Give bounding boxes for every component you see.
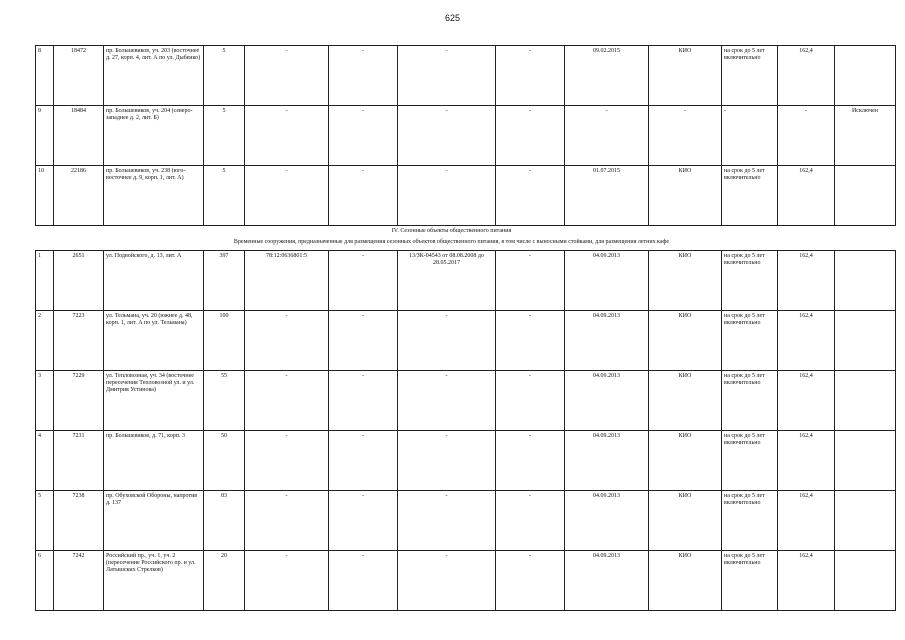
- section-subheading: Временные сооружения, предназначенные для размещения сезонных объектов общественного питания, в том числе с выносными стойками, для размещения летних кафе: [233, 239, 670, 245]
- table-cell: 5: [204, 46, 245, 106]
- table-row: [36, 371, 896, 431]
- table-cell: -: [778, 106, 835, 166]
- table-cell: на срок до 5 лет включительно: [722, 166, 778, 226]
- table-cell: 04.09.2013: [565, 311, 649, 371]
- table-cell: -: [245, 371, 329, 431]
- table-row: [36, 551, 896, 611]
- table-cell: -: [329, 251, 398, 311]
- table-cell: пр. Большевиков, д. 71, корп. 3: [104, 431, 204, 491]
- table-cell: -: [245, 46, 329, 106]
- table-cell: -: [398, 371, 496, 431]
- table-top: [35, 45, 896, 226]
- table-cell: пр. Обуховской Обороны, напротив д. 137: [104, 491, 204, 551]
- table-cell: КИО: [649, 46, 722, 106]
- table-cell: [835, 431, 896, 491]
- table-cell: 20: [204, 551, 245, 611]
- table-cell: -: [329, 371, 398, 431]
- table-cell: 5: [204, 106, 245, 166]
- table-cell: 100: [204, 311, 245, 371]
- table-cell: КИО: [649, 166, 722, 226]
- table-cell: на срок до 5 лет включительно: [722, 311, 778, 371]
- table-cell: 6: [36, 551, 54, 611]
- table-cell: КИО: [649, 491, 722, 551]
- table-cell: ул. Тепловозная, уч. 34 (восточнее пересечения Тепловозной ул. и ул. Дмитрия Устинова): [104, 371, 204, 431]
- table-cell: 04.09.2013: [565, 371, 649, 431]
- table-cell: -: [496, 251, 565, 311]
- table-cell: 397: [204, 251, 245, 311]
- table-bottom: [35, 250, 896, 611]
- table-cell: 162,4: [778, 166, 835, 226]
- table-cell: -: [496, 46, 565, 106]
- table-row: [36, 46, 896, 106]
- table-cell: -: [398, 491, 496, 551]
- table-cell: -: [496, 371, 565, 431]
- table-row: [36, 311, 896, 371]
- table-cell: пр. Большевиков, уч. 238 (юго-восточнее д. 9, корп. 1, лит. А): [104, 166, 204, 226]
- table-cell: -: [398, 106, 496, 166]
- table-cell: 04.09.2013: [565, 551, 649, 611]
- table-cell: 4: [36, 431, 54, 491]
- table-cell: -: [245, 491, 329, 551]
- table-cell: -: [496, 311, 565, 371]
- table-row: [36, 166, 896, 226]
- table-cell: 5: [204, 166, 245, 226]
- table-cell: 2651: [54, 251, 104, 311]
- table-cell: 1: [36, 251, 54, 311]
- table-cell: ул. Тельмана, уч. 20 (южнее д. 48, корп. 1, лит. А по ул. Тельмана): [104, 311, 204, 371]
- table-cell: -: [329, 491, 398, 551]
- table-cell: [835, 251, 896, 311]
- table-cell: -: [329, 311, 398, 371]
- table-cell: [835, 551, 896, 611]
- table-cell: 13/ЗК-04543 от 08.08.2008 до 28.05.2017: [398, 251, 496, 311]
- table-cell: -: [398, 311, 496, 371]
- table-cell: 04.09.2013: [565, 431, 649, 491]
- table-cell: 3: [36, 371, 54, 431]
- table-cell: -: [398, 46, 496, 106]
- table-cell: 50: [204, 431, 245, 491]
- page-number: 625: [444, 13, 461, 23]
- table-cell: -: [245, 551, 329, 611]
- table-cell: -: [496, 551, 565, 611]
- table-cell: 55: [204, 371, 245, 431]
- table-cell: на срок до 5 лет включительно: [722, 491, 778, 551]
- table-cell: 83: [204, 491, 245, 551]
- table-cell: -: [329, 551, 398, 611]
- table-cell: -: [398, 166, 496, 226]
- table-cell: 5: [36, 491, 54, 551]
- table-cell: 162,4: [778, 46, 835, 106]
- table-cell: 2: [36, 311, 54, 371]
- table-cell: Исключен: [835, 106, 896, 166]
- table-cell: КИО: [649, 551, 722, 611]
- table-cell: 18484: [54, 106, 104, 166]
- table-cell: на срок до 5 лет включительно: [722, 431, 778, 491]
- table-row: [36, 431, 896, 491]
- table-cell: КИО: [649, 431, 722, 491]
- table-cell: ул. Подвойского, д. 13, лит. А: [104, 251, 204, 311]
- table-cell: -: [496, 491, 565, 551]
- table-cell: 162,4: [778, 311, 835, 371]
- table-cell: 78:12:0636801:5: [245, 251, 329, 311]
- table-cell: на срок до 5 лет включительно: [722, 251, 778, 311]
- table-row: [36, 251, 896, 311]
- table-cell: -: [245, 311, 329, 371]
- table-cell: на срок до 5 лет включительно: [722, 371, 778, 431]
- table-cell: Российский пр., уч. 1, уч. 2 (пересечение Российского пр. и ул. Латышских Стрелков): [104, 551, 204, 611]
- table-cell: КИО: [649, 251, 722, 311]
- table-cell: [835, 166, 896, 226]
- table-cell: -: [329, 166, 398, 226]
- section-heading: IV. Сезонные объекты общественного питания: [391, 228, 512, 234]
- table-cell: [835, 371, 896, 431]
- table-cell: 09.02.2015: [565, 46, 649, 106]
- table-cell: 162,4: [778, 431, 835, 491]
- table-cell: пр. Большевиков, уч. 204 (северо-западнее д. 2, лит. Б): [104, 106, 204, 166]
- table-cell: -: [245, 431, 329, 491]
- table-cell: 162,4: [778, 371, 835, 431]
- table-cell: -: [398, 431, 496, 491]
- table-cell: пр. Большевиков, уч. 203 (восточнее д. 27, корп. 4, лит. А по ул. Дыбенко): [104, 46, 204, 106]
- table-cell: -: [496, 106, 565, 166]
- table-cell: на срок до 5 лет включительно: [722, 46, 778, 106]
- table-cell: КИО: [649, 371, 722, 431]
- table-row: [36, 106, 896, 166]
- table-cell: 162,4: [778, 551, 835, 611]
- table-cell: -: [496, 431, 565, 491]
- table-cell: 22186: [54, 166, 104, 226]
- table-cell: -: [245, 166, 329, 226]
- table-cell: -: [329, 106, 398, 166]
- table-cell: [835, 311, 896, 371]
- table-cell: 04.09.2013: [565, 491, 649, 551]
- table-cell: 9: [36, 106, 54, 166]
- table-cell: -: [496, 166, 565, 226]
- table-cell: -: [329, 431, 398, 491]
- table-cell: -: [245, 106, 329, 166]
- table-cell: 01.07.2015: [565, 166, 649, 226]
- table-cell: 162,4: [778, 251, 835, 311]
- table-cell: -: [565, 106, 649, 166]
- table-cell: 162,4: [778, 491, 835, 551]
- table-cell: 8: [36, 46, 54, 106]
- table-cell: 7223: [54, 311, 104, 371]
- table-cell: -: [649, 106, 722, 166]
- table-cell: КИО: [649, 311, 722, 371]
- table-cell: 7229: [54, 371, 104, 431]
- table-cell: [835, 46, 896, 106]
- table-cell: на срок до 5 лет включительно: [722, 551, 778, 611]
- table-cell: 04.09.2013: [565, 251, 649, 311]
- table-row: [36, 491, 896, 551]
- table-cell: 10: [36, 166, 54, 226]
- table-cell: -: [722, 106, 778, 166]
- table-cell: 7242: [54, 551, 104, 611]
- table-cell: [835, 491, 896, 551]
- table-cell: -: [329, 46, 398, 106]
- table-cell: 7238: [54, 491, 104, 551]
- table-cell: -: [398, 551, 496, 611]
- table-cell: 18472: [54, 46, 104, 106]
- table-cell: 7231: [54, 431, 104, 491]
